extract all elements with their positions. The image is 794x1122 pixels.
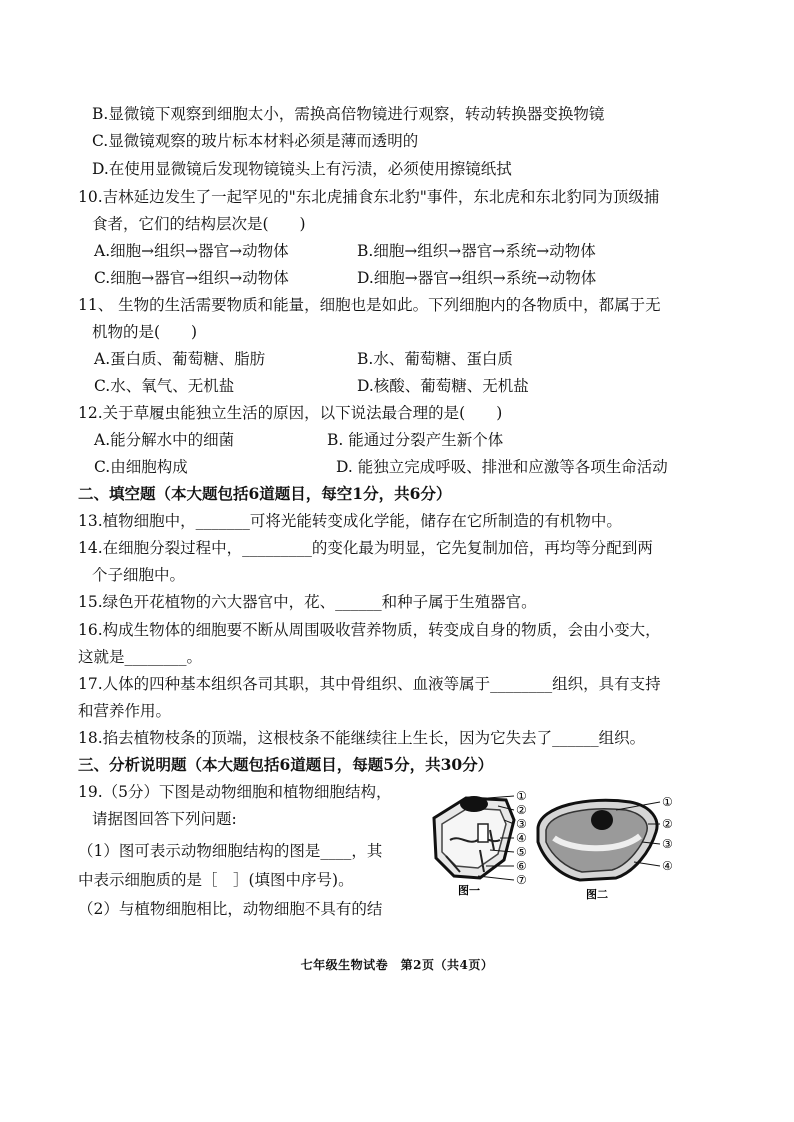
figure-one-cell-diagram	[434, 789, 527, 897]
q14-line1: 14.在细胞分裂过程中，_________的变化最为明显，它先复制加倍，再均等分配到两	[78, 539, 653, 557]
fig1-label-2: ②	[516, 803, 527, 817]
fig2-caption: 图二	[586, 888, 608, 901]
q12-option-d: D. 能独立完成呼吸、排泄和应激等各项生命活动	[336, 458, 668, 476]
fig1-label-1: ①	[516, 789, 527, 803]
cell-structure-figure	[420, 780, 690, 910]
fig2-label-4: ④	[662, 859, 673, 873]
q12-option-b: B. 能通过分裂产生新个体	[327, 431, 504, 449]
q11-option-d: D.核酸、葡萄糖、无机盐	[357, 377, 529, 395]
q19-line3: （1）图可表示动物细胞结构的图是____，其	[78, 842, 383, 860]
q9-option-c: C.显微镜观察的玻片标本材料必须是薄而透明的	[92, 132, 419, 150]
q18: 18.掐去植物枝条的顶端，这根枝条不能继续往上生长，因为它失去了______组织。	[78, 729, 646, 747]
figure-two-cell-diagram	[538, 795, 673, 901]
fig2-label-1: ①	[662, 795, 673, 809]
fig1-label-7: ⑦	[516, 873, 527, 887]
q11-option-c: C.水、氧气、无机盐	[94, 377, 235, 395]
q10-option-c: C.细胞→器官→组织→动物体	[94, 269, 289, 287]
fig1-caption: 图一	[458, 884, 480, 897]
fig1-label-4: ④	[516, 831, 527, 845]
q14-line2: 个子细胞中。	[92, 566, 186, 584]
section-3-heading: 三、分析说明题（本大题包括6道题目，每题5分，共30分）	[78, 755, 494, 774]
q11-stem-line2: 机物的是( )	[92, 323, 198, 341]
q10-option-d: D.细胞→器官→组织→系统→动物体	[357, 269, 597, 287]
q10-stem-line1: 10.吉林延边发生了一起罕见的"东北虎捕食东北豹"事件，东北虎和东北豹同为顶级捕	[78, 188, 660, 206]
q9-option-d: D.在使用显微镜后发现物镜镜头上有污渍，必须使用擦镜纸拭	[92, 160, 512, 178]
q16-line1: 16.构成生物体的细胞要不断从周围吸收营养物质，转变成自身的物质，会由小变大，	[78, 621, 661, 639]
q19-line1: 19.（5分）下图是动物细胞和植物细胞结构，	[78, 783, 392, 801]
q11-stem-line1: 11、 生物的生活需要物质和能量，细胞也是如此。下列细胞内的各物质中，都属于无	[78, 296, 661, 314]
fig1-label-6: ⑥	[516, 859, 527, 873]
fig1-label-5: ⑤	[516, 845, 527, 859]
q10-option-b: B.细胞→组织→器官→系统→动物体	[357, 242, 596, 260]
q9-option-b: B.显微镜下观察到细胞太小，需换高倍物镜进行观察，转动转换器变换物镜	[92, 105, 605, 123]
q19-line2: 请据图回答下列问题:	[92, 810, 237, 828]
q11-option-a: A.蛋白质、葡萄糖、脂肪	[94, 350, 266, 368]
section-2-heading: 二、填空题（本大题包括6道题目，每空1分，共6分）	[78, 484, 452, 503]
fig1-label-3: ③	[516, 817, 527, 831]
q11-option-b: B.水、葡萄糖、蛋白质	[357, 350, 513, 368]
q19-line5: （2）与植物细胞相比，动物细胞不具有的结	[78, 900, 383, 918]
q10-option-a: A.细胞→组织→器官→动物体	[94, 242, 289, 260]
q13: 13.植物细胞中，_______可将光能转变成化学能，储存在它所制造的有机物中。	[78, 512, 622, 530]
q12-option-a: A.能分解水中的细菌	[94, 431, 235, 449]
q17-line1: 17.人体的四种基本组织各司其职，其中骨组织、血液等属于________组织，具有支持	[78, 675, 661, 693]
q17-line2: 和营养作用。	[78, 702, 172, 720]
fig2-label-3: ③	[662, 837, 673, 851]
q12-option-c: C.由细胞构成	[94, 458, 188, 476]
fig2-label-2: ②	[662, 817, 673, 831]
q19-line4: 中表示细胞质的是［ ］(填图中序号)。	[78, 871, 354, 889]
q12-stem: 12.关于草履虫能独立生活的原因，以下说法最合理的是( )	[78, 404, 503, 422]
q10-stem-line2: 食者，它们的结构层次是( )	[92, 215, 306, 233]
page-footer: 七年级生物试卷 第2页（共4页）	[300, 958, 494, 972]
q15: 15.绿色开花植物的六大器官中，花、______和种子属于生殖器官。	[78, 593, 537, 611]
q16-line2: 这就是________。	[78, 648, 203, 666]
